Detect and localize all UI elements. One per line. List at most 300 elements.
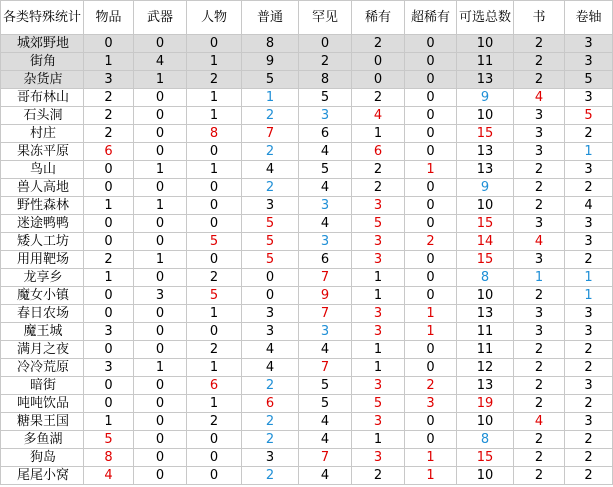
- cell-super-rare: 1: [405, 161, 457, 179]
- cell-books: 2: [514, 35, 565, 53]
- cell-uncommon: 0: [299, 35, 352, 53]
- cell-common: 4: [242, 161, 299, 179]
- cell-common: 2: [242, 413, 299, 431]
- cell-super-rare: 0: [405, 287, 457, 305]
- cell-selectable-total: 15: [457, 449, 514, 467]
- cell-selectable-total: 10: [457, 107, 514, 125]
- cell-selectable-total: 15: [457, 125, 514, 143]
- table-row: [1, 287, 613, 305]
- cell-rare: 0: [352, 71, 405, 89]
- cell-uncommon: 4: [299, 341, 352, 359]
- cell-weapons: 0: [134, 341, 187, 359]
- cell-uncommon: 7: [299, 305, 352, 323]
- cell-items: 3: [84, 71, 134, 89]
- cell-items: 0: [84, 179, 134, 197]
- cell-super-rare: 0: [405, 89, 457, 107]
- cell-super-rare: 1: [405, 323, 457, 341]
- cell-selectable-total: 9: [457, 89, 514, 107]
- cell-common: 4: [242, 359, 299, 377]
- cell-rare: 2: [352, 35, 405, 53]
- header-rare: 稀有: [352, 1, 405, 35]
- cell-items: 3: [84, 359, 134, 377]
- cell-items: 2: [84, 107, 134, 125]
- cell-uncommon: 6: [299, 251, 352, 269]
- cell-super-rare: 1: [405, 305, 457, 323]
- row-location-name: 吨吨饮品: [1, 395, 84, 413]
- cell-rare: 1: [352, 269, 405, 287]
- table-row: [1, 161, 613, 179]
- cell-weapons: 0: [134, 35, 187, 53]
- cell-common: 2: [242, 431, 299, 449]
- cell-uncommon: 4: [299, 413, 352, 431]
- cell-rare: 1: [352, 431, 405, 449]
- cell-scrolls: 4: [565, 197, 613, 215]
- cell-uncommon: 4: [299, 215, 352, 233]
- cell-super-rare: 2: [405, 233, 457, 251]
- cell-books: 2: [514, 449, 565, 467]
- cell-rare: 6: [352, 143, 405, 161]
- cell-rare: 3: [352, 323, 405, 341]
- cell-uncommon: 5: [299, 395, 352, 413]
- table-row: [1, 89, 613, 107]
- cell-selectable-total: 12: [457, 359, 514, 377]
- cell-weapons: 0: [134, 413, 187, 431]
- row-location-name: 兽人高地: [1, 179, 84, 197]
- cell-rare: 1: [352, 287, 405, 305]
- cell-uncommon: 5: [299, 377, 352, 395]
- cell-selectable-total: 10: [457, 467, 514, 485]
- header-items: 物品: [84, 1, 134, 35]
- cell-weapons: 1: [134, 359, 187, 377]
- row-location-name: 果冻平原: [1, 143, 84, 161]
- table-row: [1, 305, 613, 323]
- cell-characters: 6: [187, 377, 242, 395]
- cell-super-rare: 0: [405, 143, 457, 161]
- cell-common: 5: [242, 251, 299, 269]
- cell-characters: 1: [187, 359, 242, 377]
- table-row: [1, 395, 613, 413]
- table-row: [1, 359, 613, 377]
- cell-common: 3: [242, 197, 299, 215]
- cell-weapons: 4: [134, 53, 187, 71]
- cell-characters: 0: [187, 197, 242, 215]
- cell-scrolls: 1: [565, 269, 613, 287]
- row-location-name: 冷冷荒原: [1, 359, 84, 377]
- cell-scrolls: 3: [565, 413, 613, 431]
- row-location-name: 杂货店: [1, 71, 84, 89]
- cell-super-rare: 0: [405, 269, 457, 287]
- cell-scrolls: 2: [565, 449, 613, 467]
- table-body: [1, 35, 613, 485]
- cell-items: 0: [84, 161, 134, 179]
- cell-common: 4: [242, 341, 299, 359]
- cell-selectable-total: 8: [457, 269, 514, 287]
- cell-books: 3: [514, 305, 565, 323]
- cell-scrolls: 3: [565, 305, 613, 323]
- cell-characters: 1: [187, 161, 242, 179]
- cell-super-rare: 2: [405, 377, 457, 395]
- cell-books: 3: [514, 215, 565, 233]
- cell-characters: 8: [187, 125, 242, 143]
- cell-characters: 0: [187, 251, 242, 269]
- cell-scrolls: 2: [565, 395, 613, 413]
- cell-books: 2: [514, 467, 565, 485]
- cell-characters: 5: [187, 233, 242, 251]
- cell-books: 2: [514, 161, 565, 179]
- cell-rare: 2: [352, 467, 405, 485]
- cell-items: 0: [84, 287, 134, 305]
- row-location-name: 城郊野地: [1, 35, 84, 53]
- cell-items: 0: [84, 377, 134, 395]
- header-common: 普通: [242, 1, 299, 35]
- cell-common: 2: [242, 467, 299, 485]
- row-location-name: 鸟山: [1, 161, 84, 179]
- cell-books: 3: [514, 107, 565, 125]
- cell-scrolls: 2: [565, 251, 613, 269]
- cell-weapons: 0: [134, 269, 187, 287]
- cell-selectable-total: 13: [457, 377, 514, 395]
- cell-scrolls: 1: [565, 143, 613, 161]
- table-row: [1, 107, 613, 125]
- cell-common: 8: [242, 35, 299, 53]
- cell-weapons: 1: [134, 251, 187, 269]
- table-row: [1, 431, 613, 449]
- cell-selectable-total: 10: [457, 35, 514, 53]
- cell-uncommon: 6: [299, 125, 352, 143]
- cell-characters: 0: [187, 431, 242, 449]
- cell-items: 0: [84, 35, 134, 53]
- cell-super-rare: 0: [405, 197, 457, 215]
- table-row: [1, 125, 613, 143]
- cell-books: 3: [514, 143, 565, 161]
- cell-weapons: 3: [134, 287, 187, 305]
- cell-uncommon: 4: [299, 143, 352, 161]
- cell-rare: 5: [352, 395, 405, 413]
- header-category: 各类特殊统计: [1, 1, 84, 35]
- cell-selectable-total: 8: [457, 431, 514, 449]
- cell-scrolls: 3: [565, 377, 613, 395]
- cell-books: 2: [514, 53, 565, 71]
- cell-rare: 3: [352, 233, 405, 251]
- cell-rare: 5: [352, 215, 405, 233]
- row-location-name: 龙享乡: [1, 269, 84, 287]
- table-row: [1, 35, 613, 53]
- cell-scrolls: 3: [565, 89, 613, 107]
- cell-uncommon: 7: [299, 359, 352, 377]
- table-row: [1, 143, 613, 161]
- cell-books: 3: [514, 251, 565, 269]
- header-super-rare: 超稀有: [405, 1, 457, 35]
- cell-weapons: 0: [134, 449, 187, 467]
- cell-common: 2: [242, 179, 299, 197]
- cell-books: 4: [514, 233, 565, 251]
- cell-super-rare: 0: [405, 359, 457, 377]
- cell-rare: 2: [352, 161, 405, 179]
- cell-rare: 1: [352, 359, 405, 377]
- row-location-name: 尾尾小窝: [1, 467, 84, 485]
- cell-scrolls: 2: [565, 431, 613, 449]
- cell-selectable-total: 9: [457, 179, 514, 197]
- cell-characters: 1: [187, 395, 242, 413]
- cell-weapons: 0: [134, 305, 187, 323]
- cell-scrolls: 5: [565, 71, 613, 89]
- cell-selectable-total: 10: [457, 197, 514, 215]
- cell-characters: 2: [187, 413, 242, 431]
- cell-characters: 0: [187, 467, 242, 485]
- cell-items: 5: [84, 431, 134, 449]
- cell-books: 4: [514, 413, 565, 431]
- cell-selectable-total: 11: [457, 323, 514, 341]
- cell-books: 1: [514, 269, 565, 287]
- cell-uncommon: 3: [299, 107, 352, 125]
- cell-rare: 3: [352, 251, 405, 269]
- cell-super-rare: 1: [405, 449, 457, 467]
- cell-uncommon: 5: [299, 89, 352, 107]
- header-characters: 人物: [187, 1, 242, 35]
- cell-uncommon: 3: [299, 233, 352, 251]
- cell-books: 2: [514, 197, 565, 215]
- cell-uncommon: 3: [299, 323, 352, 341]
- cell-super-rare: 0: [405, 215, 457, 233]
- cell-super-rare: 0: [405, 125, 457, 143]
- cell-books: 2: [514, 377, 565, 395]
- cell-common: 3: [242, 323, 299, 341]
- row-location-name: 魔王城: [1, 323, 84, 341]
- cell-rare: 4: [352, 107, 405, 125]
- cell-books: 2: [514, 341, 565, 359]
- header-selectable-total: 可选总数: [457, 1, 514, 35]
- cell-weapons: 0: [134, 395, 187, 413]
- cell-uncommon: 5: [299, 161, 352, 179]
- cell-characters: 0: [187, 35, 242, 53]
- cell-selectable-total: 13: [457, 143, 514, 161]
- row-location-name: 春日农场: [1, 305, 84, 323]
- cell-weapons: 0: [134, 323, 187, 341]
- table-row: [1, 413, 613, 431]
- cell-books: 3: [514, 323, 565, 341]
- cell-characters: 5: [187, 287, 242, 305]
- cell-uncommon: 4: [299, 431, 352, 449]
- cell-common: 3: [242, 305, 299, 323]
- table-row: [1, 179, 613, 197]
- cell-items: 0: [84, 395, 134, 413]
- cell-rare: 3: [352, 413, 405, 431]
- cell-items: 0: [84, 215, 134, 233]
- row-location-name: 暗街: [1, 377, 84, 395]
- table-row: [1, 53, 613, 71]
- cell-selectable-total: 15: [457, 215, 514, 233]
- cell-characters: 0: [187, 179, 242, 197]
- cell-uncommon: 4: [299, 179, 352, 197]
- table-row: [1, 197, 613, 215]
- cell-uncommon: 7: [299, 449, 352, 467]
- cell-books: 3: [514, 125, 565, 143]
- table-row: [1, 269, 613, 287]
- cell-scrolls: 3: [565, 233, 613, 251]
- cell-books: 2: [514, 287, 565, 305]
- cell-items: 1: [84, 197, 134, 215]
- cell-common: 3: [242, 449, 299, 467]
- cell-weapons: 1: [134, 161, 187, 179]
- cell-weapons: 0: [134, 467, 187, 485]
- cell-selectable-total: 10: [457, 287, 514, 305]
- cell-super-rare: 0: [405, 341, 457, 359]
- cell-characters: 1: [187, 305, 242, 323]
- cell-characters: 0: [187, 215, 242, 233]
- table-row: [1, 377, 613, 395]
- cell-items: 2: [84, 251, 134, 269]
- cell-common: 6: [242, 395, 299, 413]
- cell-scrolls: 3: [565, 161, 613, 179]
- table-row: [1, 251, 613, 269]
- cell-selectable-total: 13: [457, 305, 514, 323]
- cell-common: 0: [242, 269, 299, 287]
- row-location-name: 哥布林山: [1, 89, 84, 107]
- header-scrolls: 卷轴: [565, 1, 613, 35]
- row-location-name: 用用靶场: [1, 251, 84, 269]
- cell-items: 8: [84, 449, 134, 467]
- cell-weapons: 0: [134, 179, 187, 197]
- cell-super-rare: 1: [405, 467, 457, 485]
- cell-weapons: 1: [134, 197, 187, 215]
- row-location-name: 糖果王国: [1, 413, 84, 431]
- cell-items: 0: [84, 233, 134, 251]
- cell-books: 2: [514, 431, 565, 449]
- cell-rare: 2: [352, 89, 405, 107]
- cell-super-rare: 0: [405, 107, 457, 125]
- cell-scrolls: 3: [565, 35, 613, 53]
- cell-characters: 2: [187, 269, 242, 287]
- cell-common: 1: [242, 89, 299, 107]
- cell-items: 0: [84, 305, 134, 323]
- cell-items: 0: [84, 341, 134, 359]
- cell-selectable-total: 10: [457, 413, 514, 431]
- cell-items: 2: [84, 89, 134, 107]
- cell-books: 4: [514, 89, 565, 107]
- cell-selectable-total: 13: [457, 161, 514, 179]
- cell-weapons: 0: [134, 215, 187, 233]
- cell-scrolls: 3: [565, 215, 613, 233]
- cell-characters: 0: [187, 143, 242, 161]
- cell-scrolls: 2: [565, 179, 613, 197]
- cell-uncommon: 4: [299, 467, 352, 485]
- cell-super-rare: 0: [405, 251, 457, 269]
- cell-scrolls: 3: [565, 323, 613, 341]
- cell-books: 2: [514, 179, 565, 197]
- row-location-name: 野性森林: [1, 197, 84, 215]
- cell-super-rare: 0: [405, 71, 457, 89]
- cell-rare: 2: [352, 179, 405, 197]
- cell-characters: 1: [187, 89, 242, 107]
- cell-common: 2: [242, 377, 299, 395]
- cell-rare: 3: [352, 449, 405, 467]
- cell-weapons: 0: [134, 107, 187, 125]
- cell-super-rare: 0: [405, 413, 457, 431]
- cell-uncommon: 2: [299, 53, 352, 71]
- cell-items: 1: [84, 269, 134, 287]
- cell-weapons: 1: [134, 71, 187, 89]
- table-row: [1, 71, 613, 89]
- cell-selectable-total: 14: [457, 233, 514, 251]
- cell-super-rare: 0: [405, 35, 457, 53]
- cell-scrolls: 1: [565, 287, 613, 305]
- cell-super-rare: 0: [405, 53, 457, 71]
- cell-rare: 1: [352, 125, 405, 143]
- cell-weapons: 0: [134, 89, 187, 107]
- cell-scrolls: 2: [565, 341, 613, 359]
- cell-items: 6: [84, 143, 134, 161]
- header-row: [1, 1, 613, 35]
- row-location-name: 村庄: [1, 125, 84, 143]
- cell-books: 2: [514, 359, 565, 377]
- header-books: 书: [514, 1, 565, 35]
- table-row: [1, 341, 613, 359]
- cell-weapons: 0: [134, 125, 187, 143]
- row-location-name: 魔女小镇: [1, 287, 84, 305]
- cell-characters: 1: [187, 53, 242, 71]
- cell-common: 2: [242, 107, 299, 125]
- row-location-name: 满月之夜: [1, 341, 84, 359]
- cell-common: 5: [242, 215, 299, 233]
- row-location-name: 矮人工坊: [1, 233, 84, 251]
- cell-characters: 1: [187, 107, 242, 125]
- cell-common: 5: [242, 233, 299, 251]
- cell-books: 2: [514, 71, 565, 89]
- cell-items: 4: [84, 467, 134, 485]
- cell-super-rare: 0: [405, 431, 457, 449]
- header-uncommon: 罕见: [299, 1, 352, 35]
- cell-scrolls: 3: [565, 53, 613, 71]
- row-location-name: 多鱼湖: [1, 431, 84, 449]
- cell-items: 1: [84, 413, 134, 431]
- cell-weapons: 0: [134, 233, 187, 251]
- cell-scrolls: 5: [565, 107, 613, 125]
- row-location-name: 迷途鸭鸭: [1, 215, 84, 233]
- cell-weapons: 0: [134, 143, 187, 161]
- table-row: [1, 467, 613, 485]
- cell-selectable-total: 19: [457, 395, 514, 413]
- row-location-name: 石头洞: [1, 107, 84, 125]
- cell-selectable-total: 15: [457, 251, 514, 269]
- cell-weapons: 0: [134, 431, 187, 449]
- cell-characters: 2: [187, 71, 242, 89]
- cell-items: 3: [84, 323, 134, 341]
- cell-common: 2: [242, 143, 299, 161]
- cell-selectable-total: 13: [457, 71, 514, 89]
- table-row: [1, 449, 613, 467]
- cell-common: 7: [242, 125, 299, 143]
- cell-uncommon: 9: [299, 287, 352, 305]
- cell-selectable-total: 11: [457, 341, 514, 359]
- cell-rare: 1: [352, 341, 405, 359]
- cell-uncommon: 8: [299, 71, 352, 89]
- cell-selectable-total: 11: [457, 53, 514, 71]
- table-row: [1, 215, 613, 233]
- cell-characters: 0: [187, 449, 242, 467]
- row-location-name: 街角: [1, 53, 84, 71]
- row-location-name: 狗岛: [1, 449, 84, 467]
- cell-rare: 3: [352, 305, 405, 323]
- cell-items: 1: [84, 53, 134, 71]
- cell-weapons: 0: [134, 377, 187, 395]
- cell-rare: 0: [352, 53, 405, 71]
- cell-common: 0: [242, 287, 299, 305]
- cell-books: 2: [514, 395, 565, 413]
- cell-rare: 3: [352, 377, 405, 395]
- cell-scrolls: 2: [565, 125, 613, 143]
- table-row: [1, 233, 613, 251]
- cell-items: 2: [84, 125, 134, 143]
